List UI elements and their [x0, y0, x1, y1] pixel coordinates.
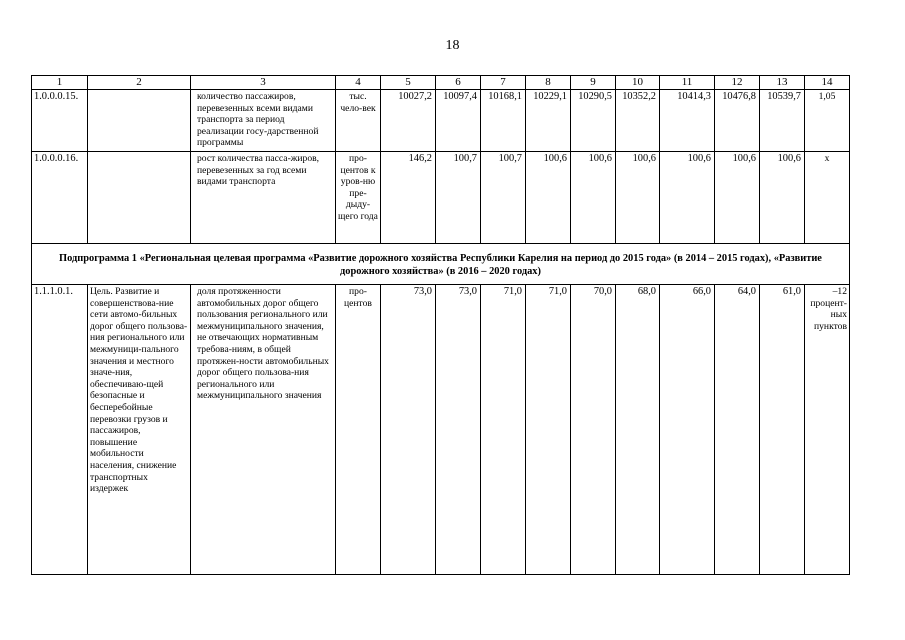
column-header: 10 — [616, 76, 660, 90]
column-header: 9 — [571, 76, 616, 90]
value-cell: 73,0 — [381, 285, 436, 575]
value-cell: 100,7 — [436, 152, 481, 244]
indicator-code: 1.0.0.0.16. — [32, 152, 88, 244]
change-cell: –12 процент-ных пунктов — [805, 285, 850, 575]
column-header: 14 — [805, 76, 850, 90]
value-cell: 71,0 — [526, 285, 571, 575]
column-header: 6 — [436, 76, 481, 90]
value-cell: 10476,8 — [715, 90, 760, 152]
column-header: 7 — [481, 76, 526, 90]
value-cell: 61,0 — [760, 285, 805, 575]
header-row — [32, 76, 850, 90]
value-cell: 10027,2 — [381, 90, 436, 152]
subprogram-row — [32, 244, 850, 285]
goal-cell: Цель. Развитие и совершенствова-ние сети автомо-бильных дорог общего пользова-ния регионального или межмуници-пального значения и местного значе-ния, обеспечиваю-щей безопасные и бесперебойные перевозки грузов и пассажиров, повышение мобильности населения, снижение транспортных издержек — [88, 285, 191, 575]
indicators-table — [31, 75, 850, 575]
indicator-code: 1.0.0.0.15. — [32, 90, 88, 152]
column-header: 1 — [32, 76, 88, 90]
column-header: 8 — [526, 76, 571, 90]
column-header: 4 — [336, 76, 381, 90]
unit-cell: про-центов — [336, 285, 381, 575]
value-cell: 10539,7 — [760, 90, 805, 152]
indicator-name: рост количества пасса-жиров, перевезенных за год всеми видами транспорта — [191, 152, 336, 244]
page-number: 18 — [445, 38, 460, 53]
change-cell: 1,05 — [805, 90, 850, 152]
column-header: 2 — [88, 76, 191, 90]
value-cell: 73,0 — [436, 285, 481, 575]
value-cell: 68,0 — [616, 285, 660, 575]
indicator-name: количество пассажиров, перевезенных всеми видами транспорта за период реализации госу-дарственной программы — [191, 90, 336, 152]
value-cell: 100,6 — [660, 152, 715, 244]
goal-cell — [88, 152, 191, 244]
indicator-name: доля протяженности автомобильных дорог общего пользования регионального или межмуниципального значения, не отвечающих нормативным требова-ниям, в общей протяжен-ности автомобильных дорог общего пользова-ния регионального или межмуниципального значения — [191, 285, 336, 575]
value-cell: 146,2 — [381, 152, 436, 244]
table-row — [32, 90, 850, 152]
value-cell: 10414,3 — [660, 90, 715, 152]
indicator-code: 1.1.1.0.1. — [32, 285, 88, 575]
unit-cell: тыс. чело-век — [336, 90, 381, 152]
value-cell: 100,6 — [760, 152, 805, 244]
column-header: 11 — [660, 76, 715, 90]
column-header: 12 — [715, 76, 760, 90]
value-cell: 100,6 — [571, 152, 616, 244]
unit-cell: про-центов к уров-ню пре-дыду-щего года — [336, 152, 381, 244]
value-cell: 100,7 — [481, 152, 526, 244]
value-cell: 100,6 — [715, 152, 760, 244]
goal-cell — [88, 90, 191, 152]
table-row — [32, 285, 850, 575]
value-cell: 71,0 — [481, 285, 526, 575]
value-cell: 100,6 — [526, 152, 571, 244]
value-cell: 10229,1 — [526, 90, 571, 152]
change-cell: х — [805, 152, 850, 244]
value-cell: 10290,5 — [571, 90, 616, 152]
column-header: 3 — [191, 76, 336, 90]
value-cell: 10097,4 — [436, 90, 481, 152]
value-cell: 64,0 — [715, 285, 760, 575]
value-cell: 10352,2 — [616, 90, 660, 152]
value-cell: 10168,1 — [481, 90, 526, 152]
table-row — [32, 152, 850, 244]
column-header: 5 — [381, 76, 436, 90]
column-header: 13 — [760, 76, 805, 90]
value-cell: 70,0 — [571, 285, 616, 575]
subprogram-title: Подпрограмма 1 «Региональная целевая программа «Развитие дорожного хозяйства Республики Карелия на период до 2015 года» (в 2014 – 2015 годах), «Развитие дорожного хозяйства» (в 2016 – 2020 годах) — [32, 244, 850, 285]
value-cell: 100,6 — [616, 152, 660, 244]
value-cell: 66,0 — [660, 285, 715, 575]
